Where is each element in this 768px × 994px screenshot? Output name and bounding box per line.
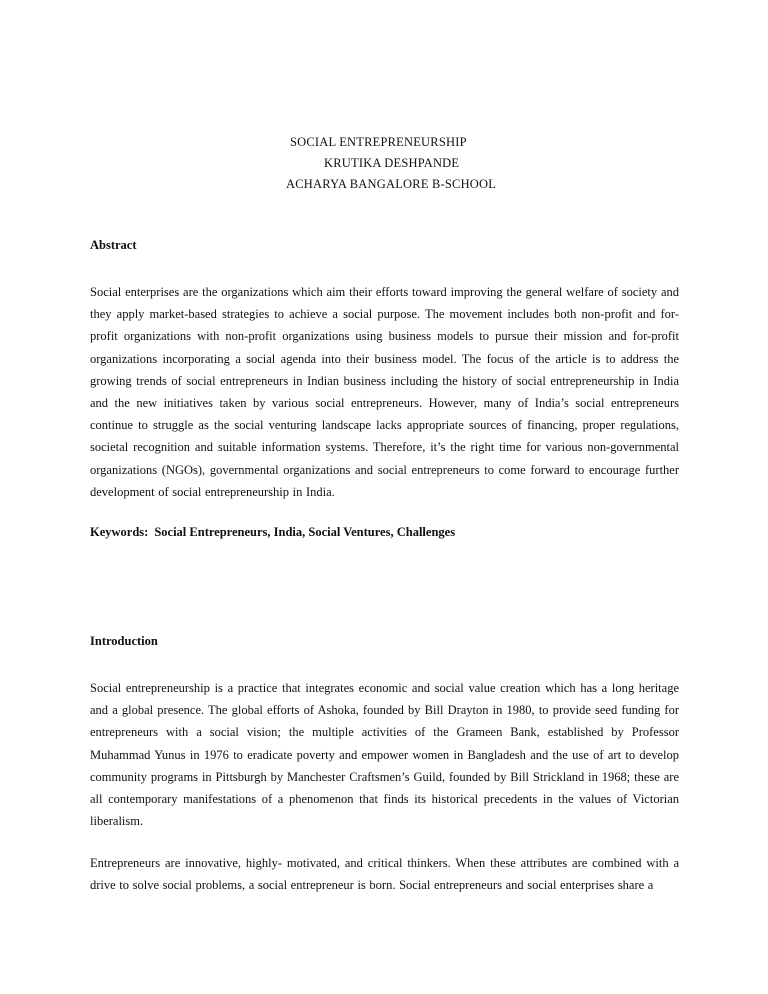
keywords-values: Social Entrepreneurs, India, Social Ventures, Challenges: [154, 525, 456, 539]
introduction-heading: Introduction: [90, 634, 158, 648]
introduction-paragraph-2: Entrepreneurs are innovative, highly- motivated, and critical thinkers. When these attributes are combined with a drive to solve social problems, a social entrepreneur is born. Social entrepreneurs and social enterprises share a: [90, 856, 679, 893]
abstract-heading: Abstract: [90, 238, 137, 252]
author-name: KRUTIKA DESHPANDE: [324, 156, 460, 170]
author-institution: ACHARYA BANGALORE B-SCHOOL: [286, 177, 497, 191]
keywords-label: Keywords:: [90, 525, 149, 539]
document-title: SOCIAL ENTREPRENEURSHIP: [290, 135, 467, 149]
abstract-paragraph: Social enterprises are the organizations which aim their efforts toward improving the general welfare of society and they apply market-based strategies to achieve a social purpose. The movement includes both non-profit and for-profit organizations with non-profit organizations using business models to pursue their mission and for-profit organizations incorporating a social agenda into their business model. The focus of the article is to address the growing trends of social entrepreneurs in Indian business including the history of social entrepreneurship in India and the new initiatives taken by various social entrepreneurs. However, many of India’s social entrepreneurs continue to struggle as the social venturing landscape lacks appropriate sources of financing, proper regulations, societal recognition and suitable information systems. Therefore, it’s the right time for various non-governmental organizations (NGOs), governmental organizations and social entrepreneurs to come forward to encourage further development of social entrepreneurship in India.: [90, 285, 679, 499]
introduction-paragraph-1: Social entrepreneurship is a practice that integrates economic and social value creation which has a long heritage and a global presence. The global efforts of Ashoka, founded by Bill Drayton in 1980, to provide seed funding for entrepreneurs with a social vision; the multiple activities of the Grameen Bank, established by Professor Muhammad Yunus in 1976 to eradicate poverty and empower women in Bangladesh and the use of art to develop community programs in Pittsburgh by Manchester Craftsmen’s Guild, founded by Bill Strickland in 1968; these are all contemporary manifestations of a phenomenon that finds its historical precedents in the values of Victorian liberalism.: [90, 681, 679, 829]
keywords-line: [90, 525, 455, 540]
